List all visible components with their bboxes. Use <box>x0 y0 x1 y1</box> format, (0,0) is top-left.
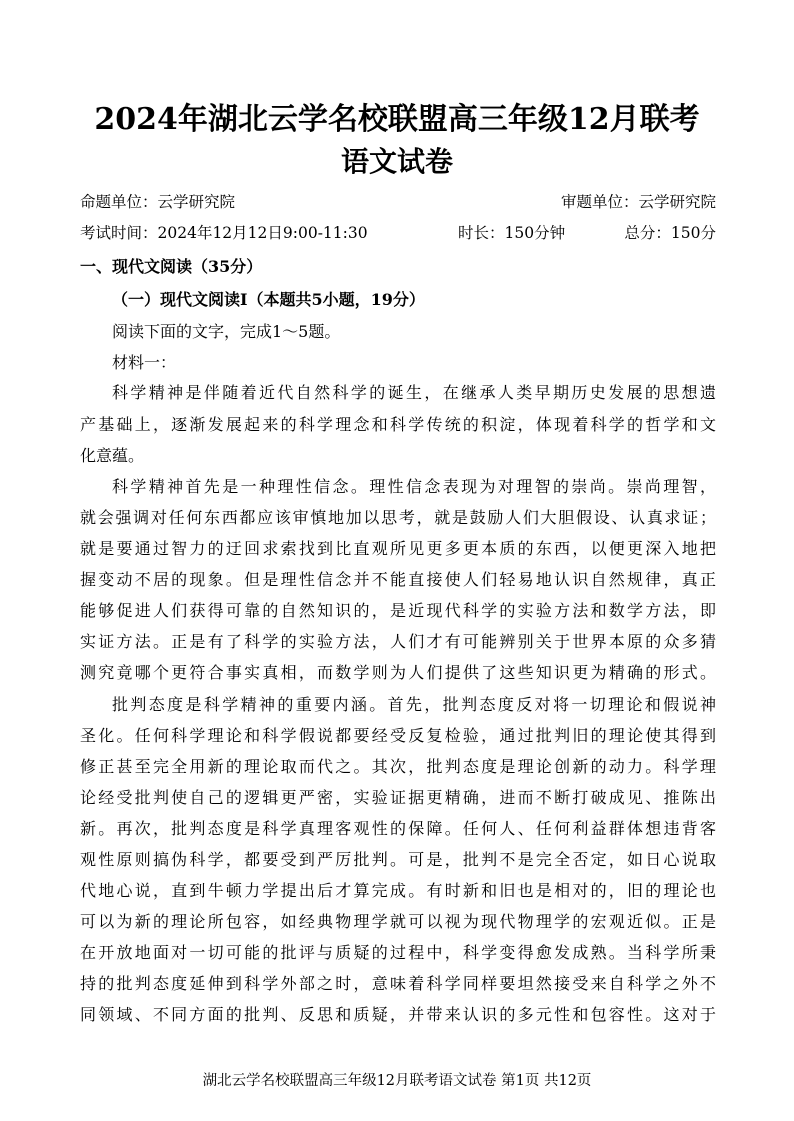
body-line: 同领域、不同方面的批判、反思和质疑，并带来认识的多元性和包容性。这对于 <box>80 1005 716 1024</box>
exam-subtitle: 语文试卷 <box>340 145 453 178</box>
body-line: 科学精神是伴随着近代自然科学的诞生，在继承人类早期历史发展的思想遗 <box>112 383 716 402</box>
instruction-text: 阅读下面的文字，完成1～5题。 <box>112 322 341 341</box>
setter-unit: 命题单位：云学研究院 <box>80 193 236 211</box>
body-line: 批判态度是科学精神的重要内涵。首先，批判态度反对将一切理论和假说神 <box>112 695 716 714</box>
body-line: 持的批判态度延伸到科学外部之时，意味着科学同样要坦然接受来自科学之外不 <box>80 974 716 993</box>
body-line: 就会强调对任何东西都应该审慎地加以思考，就是鼓励人们大胆假设、认真求证； <box>80 508 716 527</box>
body-line: 能够促进人们获得可靠的自然知识的，是近现代科学的实验方法和数学方法，即 <box>80 601 716 620</box>
section-heading: 一、现代文阅读（35分） <box>80 257 263 276</box>
body-line: 实证方法。正是有了科学的实验方法，人们才有可能辨别关于世界本原的众多猜 <box>80 632 716 651</box>
exam-duration: 时长：150分钟 <box>458 224 566 242</box>
exam-time: 考试时间：2024年12月12日9:00-11:30 <box>80 224 368 242</box>
body-line: 修正甚至完全用新的理论取而代之。其次，批判态度是理论创新的动力。科学理 <box>80 757 716 776</box>
body-line: 在开放地面对一切可能的批评与质疑的过程中，科学变得愈发成熟。当科学所秉 <box>80 943 716 962</box>
body-line: 新。再次，批判态度是科学真理客观性的保障。任何人、任何利益群体想违背客 <box>80 819 716 838</box>
exam-title: 2024年湖北云学名校联盟高三年级12月联考 <box>94 102 700 137</box>
body-line: 测究竟哪个更符合事实真相，而数学则为人们提供了这些知识更为精确的形式。 <box>80 663 716 682</box>
reviewer-unit: 审题单位：云学研究院 <box>560 193 716 211</box>
body-line: 化意蕴。 <box>80 446 145 465</box>
body-line: 论经受批判使自己的逻辑更严密，实验证据更精确，进而不断打破成见、推陈出 <box>80 788 716 807</box>
body-line: 科学精神首先是一种理性信念。理性信念表现为对理智的崇尚。崇尚理智， <box>112 477 716 496</box>
body-line: 就是要通过智力的迂回求索找到比直观所见更多更本质的东西，以便更深入地把 <box>80 539 716 558</box>
body-line: 观性原则搞伪科学，都要受到严厉批判。可是，批判不是完全否定，如日心说取 <box>80 850 716 869</box>
body-line: 代地心说，直到牛顿力学提出后才算完成。有时新和旧也是相对的，旧的理论也 <box>80 881 716 900</box>
material-label: 材料一： <box>112 353 177 372</box>
subsection-heading: （一）现代文阅读Ⅰ（本题共5小题，19分） <box>112 290 425 309</box>
body-line: 可以为新的理论所包容，如经典物理学就可以视为现代物理学的宏观近似。正是 <box>80 912 716 931</box>
body-line: 圣化。任何科学理论和科学假说都要经受反复检验，通过批判旧的理论使其得到 <box>80 726 716 745</box>
exam-total-score: 总分：150分 <box>624 224 716 242</box>
body-line: 握变动不居的现象。但是理性信念并不能直接使人们轻易地认识自然规律，真正 <box>80 570 716 589</box>
page-footer: 湖北云学名校联盟高三年级12月联考语文试卷 第1页 共12页 <box>202 1073 592 1089</box>
body-line: 产基础上，逐渐发展起来的科学理念和科学传统的积淀，体现着科学的哲学和文 <box>80 415 716 434</box>
